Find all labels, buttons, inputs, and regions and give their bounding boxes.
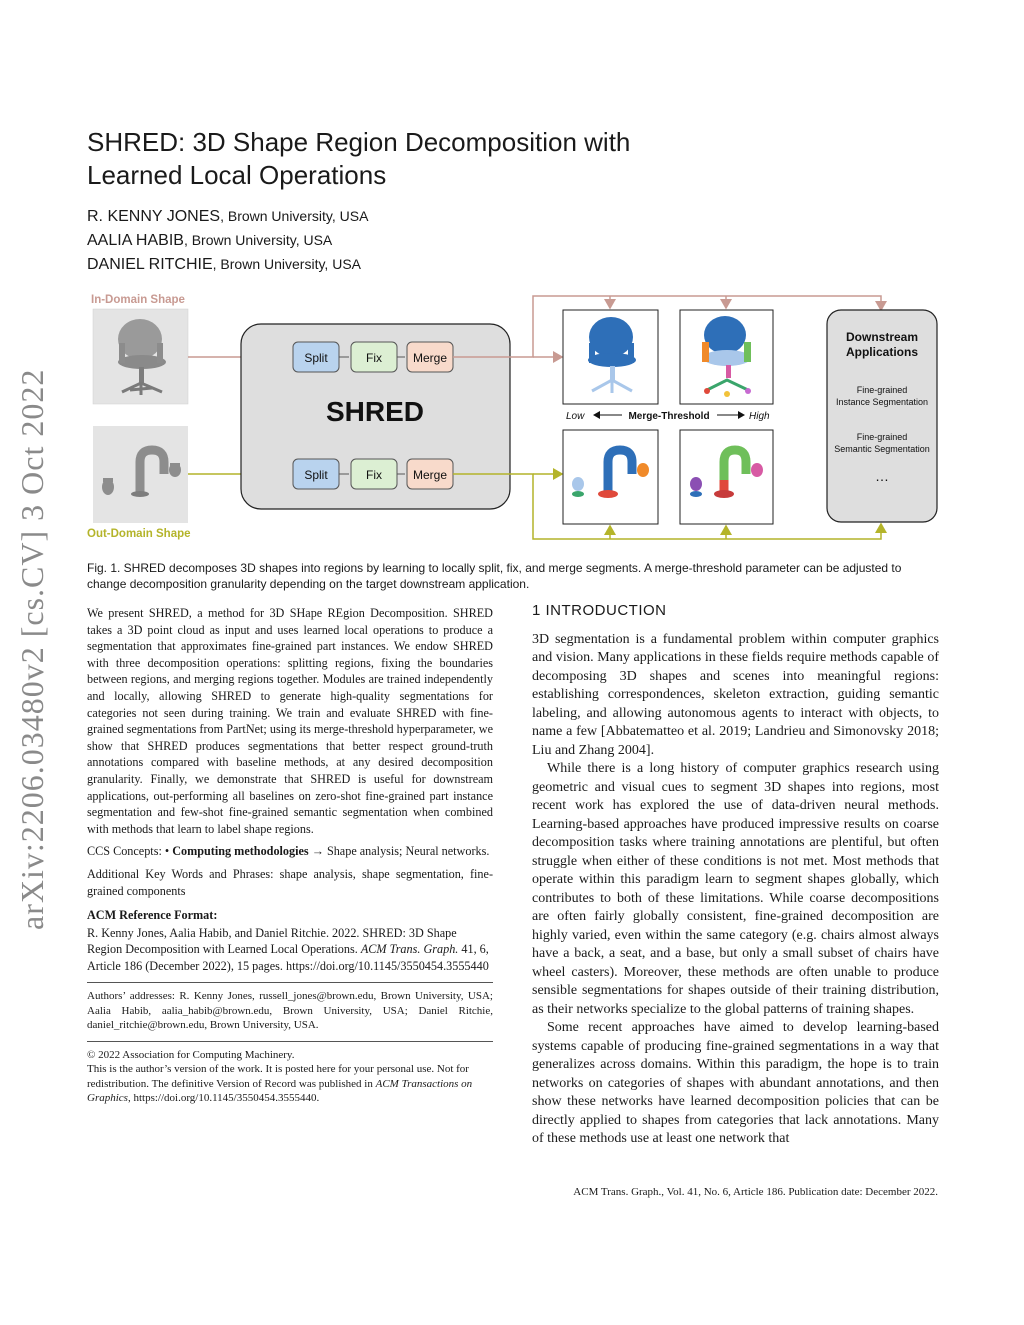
left-column <box>87 605 493 1112</box>
high-label: High <box>749 411 770 422</box>
figure-1 <box>0 0 1024 560</box>
fix-label-bottom: Fix <box>366 468 382 482</box>
segmented-faucet-coarse-image <box>563 430 658 524</box>
author-addresses: Authors’ addresses: R. Kenny Jones, russell_jones@brown.edu, Brown University, USA; Aalia Habib, aalia_habib@brown.edu, Brown University, USA; Daniel Ritchie, daniel_ritchie@brown.edu, Brown University, USA. <box>87 990 493 1032</box>
acm-reference-heading: ACM Reference Format: <box>87 908 218 923</box>
low-label: Low <box>566 411 585 422</box>
intro-heading: 1 INTRODUCTION <box>532 602 667 619</box>
split-label-top: Split <box>304 351 328 365</box>
app-1-line-1: Fine-grained <box>856 385 908 395</box>
ellipsis: … <box>875 468 889 484</box>
page-footer: ACM Trans. Graph., Vol. 41, No. 6, Article 186. Publication date: December 2022. <box>573 1186 938 1198</box>
author-affiliation: , Brown University, USA <box>183 232 333 248</box>
app-1-line-2: Instance Segmentation <box>835 397 929 407</box>
author-name: DANIEL RITCHIE <box>87 256 213 273</box>
split-label-bottom: Split <box>304 468 328 482</box>
ccs-rest: → Shape analysis; Neural networks. <box>308 844 490 859</box>
figure-caption: Fig. 1. SHRED decomposes 3D shapes into regions by learning to locally split, fix, and merge segments. A merge-threshold parameter can be adjusted to change decomposition granularity depending on the target downstream application. <box>87 561 902 591</box>
divider <box>87 982 493 983</box>
author-name: AALIA HABIB <box>87 232 184 249</box>
merge-label-bottom: Merge <box>412 468 448 482</box>
arxiv-identifier: arXiv:2206.03480v2 [cs.CV] 3 Oct 2022 <box>14 368 50 930</box>
intro-paragraph-2: While there is a long history of computer graphics research using geometric and visual cues to segment 3D shapes into regions, most recent work has explored the use of data-driven neural methods. Learning-based approaches have produced impressive results on coarse decomposition tasks where training annotations are plentiful, but often struggle when either of these conditions is not met. Most methods that operate within this paradigm learn to segment shapes globally, which contributes to both of these limitations. While coarse decompositions are often fairly globally consistent, fine-grained decomposition are highly varied, even within the same category (e.g. chairs almost always have a back, a seat, and a base, but only a small subset of chairs have wheel casters). Moreover, these methods are often unable to produce sensible segmentations for shapes outside of their training distribution, as their networks specialize to the global patterns of training shapes. <box>532 761 939 1017</box>
acm-reference-part1: R. Kenny Jones, Aalia Habib, and Daniel Ritchie. 2022. SHRED: 3D Shape Region Decomposition with Learned Local Operations. <box>87 925 457 957</box>
right-column <box>532 602 939 1149</box>
version-note-journal: ACM Transactions on Graphics <box>87 1077 473 1105</box>
paper-title <box>87 126 707 192</box>
title-line-2: Learned Local Operations <box>87 160 387 190</box>
acm-reference-journal: ACM Trans. Graph. <box>360 942 459 957</box>
merge-label-top: Merge <box>412 351 448 365</box>
fix-label-top: Fix <box>366 351 382 365</box>
in-domain-label: In-Domain Shape <box>91 294 185 306</box>
ccs-concepts <box>87 843 493 860</box>
version-note <box>87 1062 493 1106</box>
shred-label: SHRED <box>325 396 425 427</box>
intro-paragraph-3: Some recent approaches have aimed to develop learning-based systems capable of producing fine-grained segmentations in a way that generalizes across domains. Within this paradigm, the hope is to train networks on categories of shapes with abundant annotations, and then show these networks have learned decomposition policies that can be directly applied to shapes from categories that lack annotations. Many of these methods use at least one network that <box>532 1020 939 1146</box>
author-affiliation: , Brown University, USA <box>212 256 361 272</box>
abstract: We present SHRED, a method for 3D SHape REgion Decomposition. SHRED takes a 3D point cloud as input and uses learned local operations to produce a segmentation that approximates fine-grained part instances. We endow SHRED with three decomposition operations: splitting regions, fixing the boundaries between regions, and merging regions together. Modules are trained independently and locally, allowing SHRED to generate high-quality segmentations for categories not seen during training. We train and evaluate SHRED with fine-grained segmentations from PartNet; using its merge-threshold hyperparameter, we show that SHRED produces segmentations that better respect ground-truth annotations compared with baseline methods, at any desired decomposition granularity. Finally, we demonstrate that SHRED is useful for downstream applications, out-performing all baselines on zero-shot fine-grained part instance segmentation and few-shot fine-grained semantic segmentation when combined with methods that learn to label shape regions. <box>87 606 493 836</box>
author-2 <box>87 232 332 250</box>
out-domain-faucet-image <box>93 426 188 523</box>
keywords: Additional Key Words and Phrases: shape analysis, shape segmentation, fine-grained components <box>87 866 493 898</box>
acm-reference-part2: 41, 6, Article 186 (December 2022), 15 pages. https://doi.org/10.1145/3550454.3555440 <box>87 942 489 973</box>
merge-threshold-label: Merge-Threshold <box>628 411 710 422</box>
segmented-chair-fine-image <box>680 310 773 404</box>
segmented-chair-coarse-image <box>563 310 658 404</box>
downstream-title-line-2: Applications <box>845 345 919 359</box>
author-3 <box>87 256 361 274</box>
in-domain-chair-image <box>93 309 188 404</box>
intro-paragraph-1: 3D segmentation is a fundamental problem within computer graphics and vision. Many applications in these fields require methods capable of decomposing 3D shapes and scenes into meaningful regions: establishing correspondences, skeleton extraction, guiding semantic labeling, and allowing autonomous agents to interact with objects, to name a few [Abbatematteo et al. 2019; Landrieu and Simonovsky 2018; Liu and Zhang 2004]. <box>532 631 939 758</box>
app-2-line-1: Fine-grained <box>856 432 908 442</box>
downstream-title-line-1: Downstream <box>845 330 919 344</box>
author-1 <box>87 208 368 226</box>
segmented-faucet-fine-image <box>680 430 773 524</box>
title-line-1: SHRED: 3D Shape Region Decomposition with <box>87 127 631 157</box>
version-note-part1: This is the author’s version of the work. It is posted here for your personal use. Not for redistribution. The definitive Version of Record was published in <box>87 1063 469 1090</box>
ccs-prefix: CCS Concepts: • <box>87 844 173 859</box>
out-domain-label: Out-Domain Shape <box>87 528 191 540</box>
acm-reference <box>87 925 493 975</box>
app-2-line-2: Semantic Segmentation <box>834 444 930 454</box>
version-note-part2: , https://doi.org/10.1145/3550454.3555440. <box>127 1092 320 1105</box>
ccs-bold: Computing methodologies <box>172 844 309 859</box>
divider <box>87 1041 493 1042</box>
author-affiliation: , Brown University, USA <box>220 208 369 224</box>
copyright: © 2022 Association for Computing Machinery. <box>87 1048 295 1061</box>
author-name: R. KENNY JONES <box>87 208 221 225</box>
